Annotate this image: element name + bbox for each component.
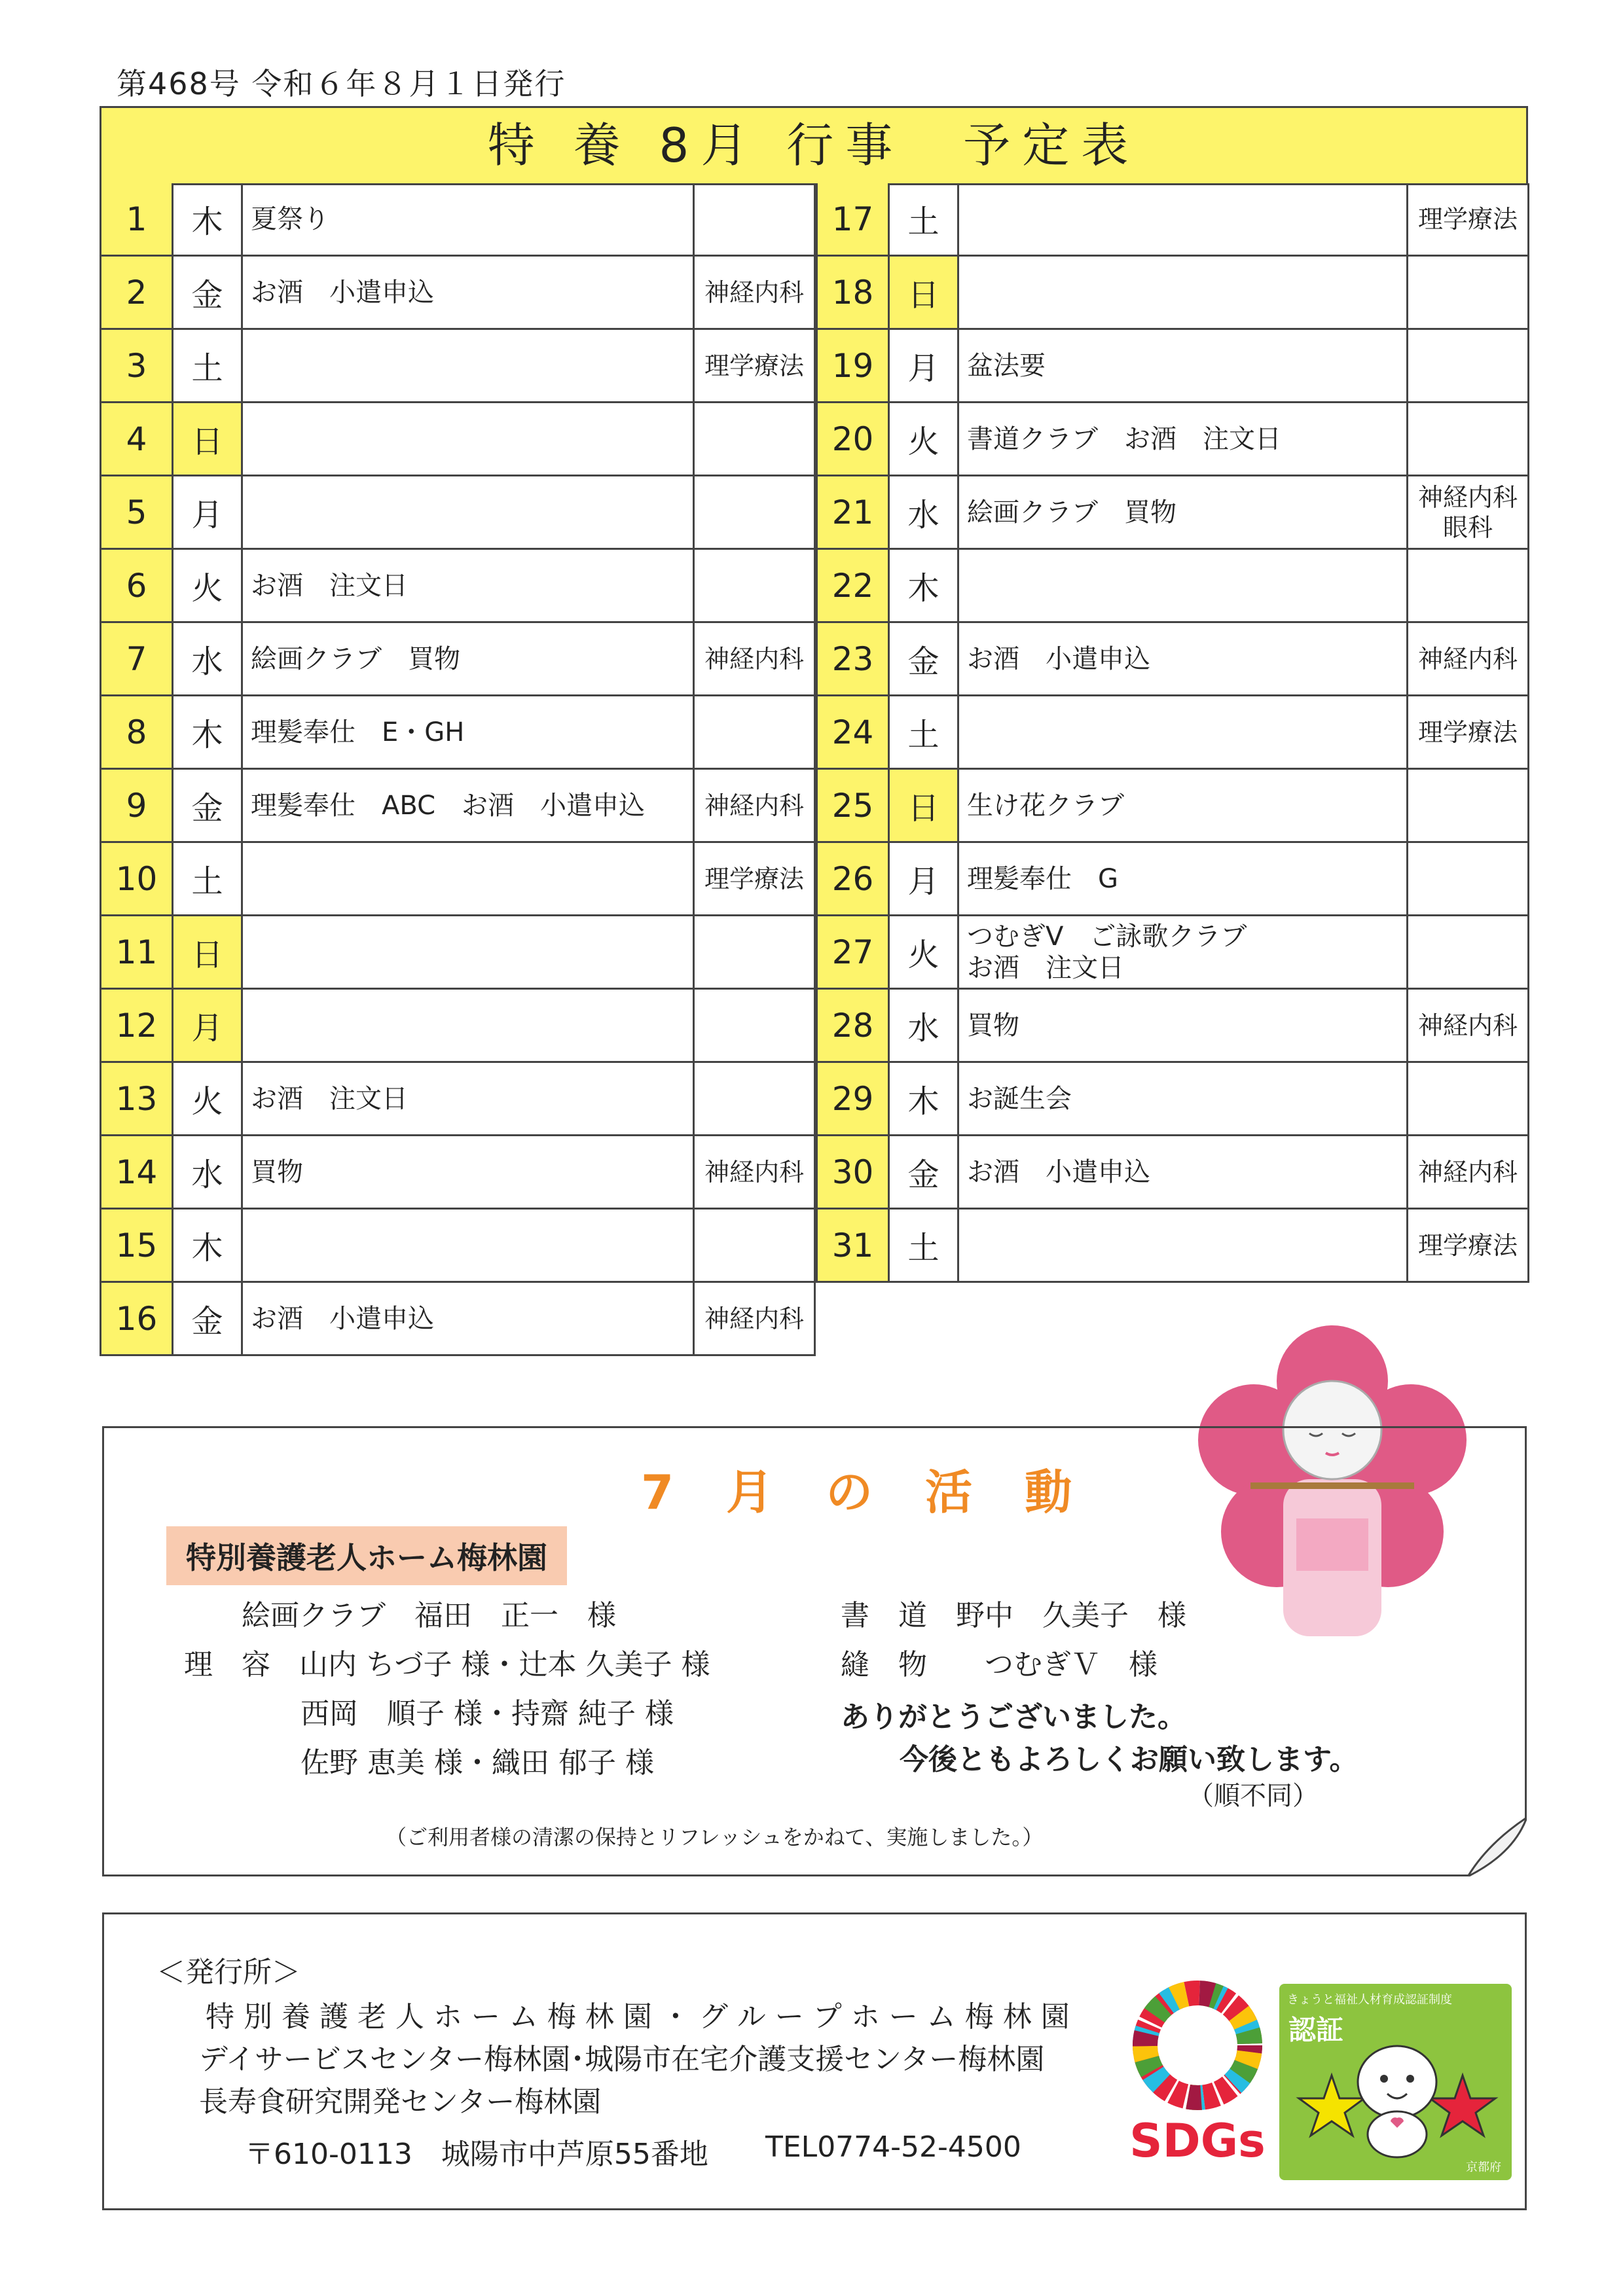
schedule-medical — [695, 550, 816, 621]
schedule-event: お酒 注文日 — [243, 550, 695, 621]
schedule-day: 17 — [818, 183, 890, 255]
schedule-row — [818, 257, 1529, 330]
schedule-medical — [1408, 1063, 1529, 1134]
schedule-row — [101, 843, 816, 916]
schedule-weekday: 水 — [890, 990, 959, 1061]
schedule-weekday: 水 — [890, 476, 959, 548]
schedule-row — [101, 1283, 816, 1356]
schedule-row — [818, 843, 1529, 916]
schedule-weekday: 土 — [890, 1210, 959, 1281]
thanks-line: ありがとうございました。 — [841, 1700, 1186, 1734]
schedule-event — [959, 696, 1408, 768]
kyoto-pref-text: 京都府 — [1466, 2161, 1501, 2174]
schedule-event — [243, 1210, 695, 1281]
schedule-weekday: 水 — [173, 1136, 243, 1208]
schedule-weekday: 火 — [173, 1063, 243, 1134]
schedule-row — [101, 183, 816, 257]
schedule-day: 6 — [101, 550, 173, 621]
schedule-event: 買物 — [959, 990, 1408, 1061]
schedule-event: つむぎV ご詠歌クラブ お酒 注文日 — [959, 916, 1408, 988]
schedule-medical: 神経内科 眼科 — [1408, 476, 1529, 548]
schedule-day: 12 — [101, 990, 173, 1061]
schedule-event — [959, 550, 1408, 621]
schedule-day: 10 — [101, 843, 173, 914]
schedule-day: 29 — [818, 1063, 890, 1134]
schedule-row — [101, 550, 816, 623]
schedule-event: 絵画クラブ 買物 — [243, 623, 695, 694]
activity-title: 7月の活動 — [641, 1465, 1125, 1520]
publisher-box — [102, 1912, 1527, 2210]
schedule-event — [243, 916, 695, 988]
schedule-row — [101, 476, 816, 550]
schedule-day: 1 — [101, 183, 173, 255]
schedule-event — [959, 183, 1408, 255]
schedule-row — [818, 403, 1529, 476]
schedule-medical: 神経内科 — [1408, 990, 1529, 1061]
schedule-day: 19 — [818, 330, 890, 401]
schedule-row — [818, 916, 1529, 990]
schedule-weekday: 火 — [890, 403, 959, 475]
sdgs-wheel-icon — [1125, 1980, 1269, 2111]
schedule-medical: 神経内科 — [695, 623, 816, 694]
sdgs-label: SDGs — [1129, 2114, 1266, 2168]
schedule-medical: 神経内科 — [695, 1283, 816, 1354]
schedule-day: 2 — [101, 257, 173, 328]
schedule-weekday: 月 — [890, 843, 959, 914]
schedule-left-column — [100, 183, 816, 1356]
schedule-weekday: 金 — [890, 1136, 959, 1208]
schedule-event: 理髪奉仕 G — [959, 843, 1408, 914]
kyoto-certification-badge — [1279, 1984, 1512, 2180]
schedule-right-column — [816, 183, 1529, 1283]
address: 〒610-0113 城陽市中芦原55番地 — [245, 2138, 708, 2171]
schedule-row — [101, 696, 816, 770]
schedule-weekday: 木 — [173, 1210, 243, 1281]
schedule-event: 夏祭り — [243, 183, 695, 255]
schedule-day: 22 — [818, 550, 890, 621]
schedule-day: 26 — [818, 843, 890, 914]
schedule-day: 30 — [818, 1136, 890, 1208]
publisher-line: デイサービスセンター梅林園･城陽市在宅介護支援センター梅林園 — [199, 2043, 1045, 2076]
schedule-title: 特 養 8月 行事 予定表 — [100, 106, 1528, 185]
activity-line: 書 道 野中 久美子 様 — [841, 1599, 1186, 1632]
activity-line: 佐野 恵美 様・織田 郁子 様 — [301, 1746, 654, 1780]
schedule-row — [101, 623, 816, 696]
schedule-row — [818, 1136, 1529, 1210]
schedule-row — [101, 770, 816, 843]
schedule-medical — [695, 990, 816, 1061]
schedule-medical: 理学療法 — [695, 330, 816, 401]
schedule-weekday: 火 — [173, 550, 243, 621]
schedule-day: 21 — [818, 476, 890, 548]
schedule-row — [818, 1063, 1529, 1136]
thanks-line-2: 今後ともよろしくお願い致します。 — [900, 1743, 1359, 1776]
schedule-day: 8 — [101, 696, 173, 768]
schedule-event: 生け花クラブ — [959, 770, 1408, 841]
schedule-medical: 神経内科 — [695, 770, 816, 841]
schedule-weekday: 火 — [890, 916, 959, 988]
schedule-weekday: 木 — [173, 696, 243, 768]
schedule-day: 23 — [818, 623, 890, 694]
schedule-medical — [1408, 770, 1529, 841]
activity-line: 西岡 順子 様・持齋 純子 様 — [301, 1697, 674, 1731]
schedule-weekday: 日 — [173, 403, 243, 475]
activity-line: 絵画クラブ 福田 正一 様 — [242, 1599, 616, 1632]
schedule-weekday: 金 — [890, 623, 959, 694]
schedule-event: お酒 小遣申込 — [959, 623, 1408, 694]
schedule-medical — [1408, 403, 1529, 475]
schedule-medical — [695, 403, 816, 475]
schedule-medical — [1408, 916, 1529, 988]
schedule-weekday: 水 — [173, 623, 243, 694]
schedule-day: 20 — [818, 403, 890, 475]
schedule-event: 理髪奉仕 E・GH — [243, 696, 695, 768]
schedule-event: お酒 注文日 — [243, 1063, 695, 1134]
kyoto-small-text: きょうと福祉人材育成認証制度 — [1287, 1993, 1452, 2007]
schedule-event — [243, 476, 695, 548]
schedule-weekday: 木 — [173, 183, 243, 255]
schedule-medical: 神経内科 — [695, 1136, 816, 1208]
schedule-medical — [1408, 843, 1529, 914]
publisher-line: 特 別 養 護 老 人 ホ ー ム 梅 林 園 ・ グ ル ー プ ホ ー ム 梅 林 園 — [206, 2000, 1070, 2034]
issue-line: 第468号 令和６年８月１日発行 — [117, 66, 566, 101]
schedule-event — [959, 1210, 1408, 1281]
schedule-row — [818, 550, 1529, 623]
schedule-row — [818, 1210, 1529, 1283]
schedule-weekday: 木 — [890, 1063, 959, 1134]
schedule-event: お誕生会 — [959, 1063, 1408, 1134]
schedule-row — [818, 770, 1529, 843]
schedule-event: 書道クラブ お酒 注文日 — [959, 403, 1408, 475]
schedule-day: 18 — [818, 257, 890, 328]
sdgs-logo — [1125, 1980, 1269, 2170]
schedule-medical — [1408, 330, 1529, 401]
schedule-medical: 神経内科 — [695, 257, 816, 328]
schedule-weekday: 土 — [890, 183, 959, 255]
schedule-medical — [695, 476, 816, 548]
schedule-event: 絵画クラブ 買物 — [959, 476, 1408, 548]
schedule-event — [959, 257, 1408, 328]
schedule-day: 27 — [818, 916, 890, 988]
activity-line: 理 容 山内 ちづ子 様・辻本 久美子 様 — [184, 1648, 710, 1681]
schedule-medical — [1408, 550, 1529, 621]
schedule-weekday: 月 — [173, 476, 243, 548]
schedule-medical — [695, 1063, 816, 1134]
schedule-event: お酒 小遣申込 — [959, 1136, 1408, 1208]
kyoto-cert-text: 認証 — [1288, 2014, 1344, 2046]
schedule-weekday: 木 — [890, 550, 959, 621]
page-curl-decoration — [1468, 1818, 1527, 1876]
activity-footnote: （ご利用者様の清潔の保持とリフレッシュをかねて、実施しました。） — [386, 1825, 1044, 1850]
schedule-medical — [1408, 257, 1529, 328]
publisher-line: 長寿食研究開発センター梅林園 — [199, 2085, 602, 2119]
schedule-row — [101, 403, 816, 476]
schedule-row — [101, 1210, 816, 1283]
schedule-row — [818, 183, 1529, 257]
home-name-label: 特別養護老人ホーム梅林園 — [166, 1526, 567, 1585]
schedule-event — [243, 330, 695, 401]
schedule-event: 理髪奉仕 ABC お酒 小遣申込 — [243, 770, 695, 841]
schedule-weekday: 月 — [890, 330, 959, 401]
schedule-medical: 理学療法 — [695, 843, 816, 914]
schedule-row — [818, 476, 1529, 550]
schedule-day: 25 — [818, 770, 890, 841]
schedule-weekday: 月 — [173, 990, 243, 1061]
schedule-day: 11 — [101, 916, 173, 988]
schedule-weekday: 金 — [173, 770, 243, 841]
schedule-day: 16 — [101, 1283, 173, 1354]
schedule-day: 3 — [101, 330, 173, 401]
telephone: TEL0774-52-4500 — [765, 2130, 1021, 2164]
schedule-medical — [695, 1210, 816, 1281]
schedule-day: 31 — [818, 1210, 890, 1281]
schedule-row — [101, 330, 816, 403]
schedule-weekday: 土 — [173, 330, 243, 401]
schedule-weekday: 金 — [173, 257, 243, 328]
schedule-medical: 神経内科 — [1408, 623, 1529, 694]
schedule-event: お酒 小遣申込 — [243, 1283, 695, 1354]
schedule-medical: 理学療法 — [1408, 696, 1529, 768]
schedule-weekday: 土 — [173, 843, 243, 914]
schedule-day: 7 — [101, 623, 173, 694]
schedule-day: 9 — [101, 770, 173, 841]
schedule-event: お酒 小遣申込 — [243, 257, 695, 328]
schedule-day: 15 — [101, 1210, 173, 1281]
schedule-event — [243, 843, 695, 914]
schedule-weekday: 日 — [890, 770, 959, 841]
schedule-row — [818, 696, 1529, 770]
schedule-weekday: 金 — [173, 1283, 243, 1354]
schedule-medical — [695, 183, 816, 255]
publisher-heading: ＜発行所＞ — [156, 1956, 301, 1989]
schedule-row — [101, 257, 816, 330]
schedule-day: 28 — [818, 990, 890, 1061]
schedule-medical: 理学療法 — [1408, 183, 1529, 255]
schedule-day: 5 — [101, 476, 173, 548]
schedule-event — [243, 403, 695, 475]
schedule-row — [101, 990, 816, 1063]
schedule-row — [101, 1136, 816, 1210]
schedule-day: 13 — [101, 1063, 173, 1134]
activity-line: 縫 物 つむぎＶ 様 — [841, 1648, 1158, 1681]
schedule-weekday: 日 — [890, 257, 959, 328]
order-note: （順不同） — [1188, 1781, 1319, 1811]
schedule-day: 4 — [101, 403, 173, 475]
schedule-event: 買物 — [243, 1136, 695, 1208]
schedule-event: 盆法要 — [959, 330, 1408, 401]
schedule-medical — [695, 916, 816, 988]
schedule-row — [101, 916, 816, 990]
schedule-medical: 神経内科 — [1408, 1136, 1529, 1208]
schedule-row — [818, 330, 1529, 403]
schedule-row — [101, 1063, 816, 1136]
schedule-event — [243, 990, 695, 1061]
schedule-day: 24 — [818, 696, 890, 768]
schedule-row — [818, 990, 1529, 1063]
july-activity-box — [102, 1426, 1527, 1876]
schedule-weekday: 日 — [173, 916, 243, 988]
schedule-weekday: 土 — [890, 696, 959, 768]
schedule-row — [818, 623, 1529, 696]
schedule-medical: 理学療法 — [1408, 1210, 1529, 1281]
mascot-icon — [1292, 2036, 1502, 2161]
schedule-day: 14 — [101, 1136, 173, 1208]
schedule-medical — [695, 696, 816, 768]
